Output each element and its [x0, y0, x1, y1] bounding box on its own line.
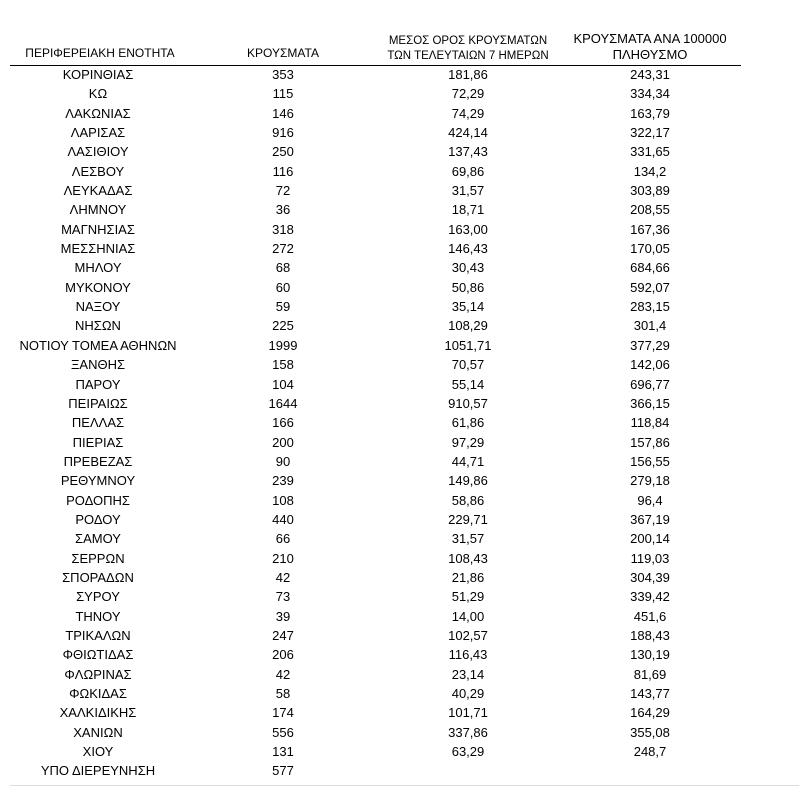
cases-per-100000-cell: 130,19	[630, 647, 670, 663]
cases-cell: 247	[272, 627, 294, 643]
seven-day-average-cell: 40,29	[451, 686, 485, 701]
cases-cell: 272	[272, 241, 294, 257]
cases-per-100000-cell: 334,34	[630, 86, 670, 102]
cases-cell: 577	[272, 763, 294, 779]
region-cell: ΛΕΣΒΟΥ	[71, 163, 125, 179]
seven-day-average-cell: 101,71	[448, 705, 488, 721]
table-row	[0, 645, 799, 664]
seven-day-average-cell: 72,29	[451, 86, 485, 102]
seven-day-average-cell: 50,86	[451, 279, 485, 295]
table-row	[0, 258, 799, 277]
cases-cell: 200	[272, 434, 294, 450]
seven-day-average-cell: 108,29	[448, 318, 488, 334]
seven-day-average-cell: 149,86	[448, 473, 488, 489]
table-row	[0, 84, 799, 103]
seven-day-average-cell: 61,86	[451, 415, 485, 431]
cases-cell: 42	[275, 666, 291, 682]
seven-day-average-cell: 23,14	[451, 666, 485, 682]
header-region: ΠΕΡΙΦΕΡΕΙΑΚΗ ΕΝΟΤΗΤΑ	[25, 46, 175, 60]
cases-per-100000-cell: 188,43	[630, 627, 670, 643]
table-row	[0, 452, 799, 471]
cases-cell: 115	[272, 86, 294, 102]
table-row	[0, 529, 799, 548]
cases-per-100000-cell: 81,69	[633, 666, 667, 682]
table-row	[0, 723, 799, 742]
cases-per-100000-cell: 143,77	[630, 686, 670, 701]
cases-per-100000-cell: 304,39	[630, 569, 670, 585]
region-cell: ΠΕΙΡΑΙΩΣ	[68, 395, 128, 411]
table-row	[0, 761, 799, 780]
cases-cell: 556	[272, 724, 294, 740]
seven-day-average-cell: 116,43	[448, 647, 488, 663]
region-cell: ΦΘΙΩΤΙΔΑΣ	[62, 647, 134, 663]
header-seven-day-average-line2: ΤΩΝ ΤΕΛΕΥΤΑΙΩΝ 7 ΗΜΕΡΩΝ	[387, 50, 549, 62]
table-row	[0, 123, 799, 142]
cases-cell: 42	[275, 569, 291, 585]
seven-day-average-cell: 424,14	[448, 125, 488, 141]
cases-per-100000-cell: 279,18	[630, 473, 670, 489]
cases-per-100000-cell: 301,4	[633, 318, 667, 334]
cases-cell: 60	[275, 279, 291, 295]
cases-cell: 440	[272, 511, 294, 527]
seven-day-average-cell: 181,86	[448, 67, 488, 82]
region-cell: ΧΑΝΙΩΝ	[73, 724, 123, 740]
cases-cell: 108	[272, 492, 294, 508]
region-cell: ΜΥΚΟΝΟΥ	[65, 279, 131, 295]
table-row	[0, 626, 799, 645]
table-row	[0, 336, 799, 355]
table-row	[0, 568, 799, 587]
cases-per-100000-cell: 200,14	[630, 531, 670, 547]
table-row	[0, 316, 799, 335]
bottom-divider	[10, 785, 799, 786]
table-row	[0, 510, 799, 529]
cases-cell: 166	[272, 415, 294, 431]
seven-day-average-cell: 108,43	[448, 550, 488, 566]
cases-per-100000-cell: 164,29	[630, 705, 670, 721]
table-row	[0, 162, 799, 181]
region-cell: ΝΑΞΟΥ	[75, 299, 121, 315]
cases-per-100000-cell: 322,17	[630, 125, 670, 141]
cases-cell: 206	[272, 647, 294, 663]
table-row	[0, 239, 799, 258]
cases-per-100000-cell: 142,06	[630, 357, 670, 373]
cases-cell: 250	[272, 144, 294, 160]
seven-day-average-cell: 1051,71	[444, 337, 492, 353]
header-seven-day-average	[370, 34, 566, 64]
seven-day-average-cell: 102,57	[448, 627, 488, 643]
seven-day-average-cell: 30,43	[451, 260, 485, 276]
region-cell: ΤΗΝΟΥ	[75, 608, 121, 624]
region-cell: ΣΠΟΡΑΔΩΝ	[62, 569, 134, 585]
cases-per-100000-cell: 684,66	[630, 260, 670, 276]
cases-per-100000-cell: 96,4	[637, 492, 663, 508]
cases-per-100000-cell: 156,55	[630, 453, 670, 469]
seven-day-average-cell: 31,57	[451, 531, 485, 547]
region-cell: ΝΟΤΙΟΥ ΤΟΜΕΑ ΑΘΗΝΩΝ	[19, 337, 177, 353]
region-cell: ΦΩΚΙΔΑΣ	[69, 686, 127, 701]
cases-cell: 146	[272, 105, 294, 121]
cases-cell: 174	[272, 705, 294, 721]
cases-cell: 36	[275, 202, 291, 218]
region-cell: ΠΕΛΛΑΣ	[71, 415, 125, 431]
table-row	[0, 104, 799, 123]
cases-per-100000-cell: 696,77	[630, 376, 670, 392]
cases-per-100000-cell: 118,84	[630, 415, 670, 431]
cases-cell: 68	[275, 260, 291, 276]
cases-per-100000-cell: 331,65	[630, 144, 670, 160]
region-cell: ΠΑΡΟΥ	[75, 376, 121, 392]
table-header	[0, 0, 799, 66]
table-row	[0, 355, 799, 374]
seven-day-average-cell: 70,57	[451, 357, 485, 373]
region-cell: ΧΑΛΚΙΔΙΚΗΣ	[59, 705, 137, 721]
cases-cell: 239	[272, 473, 294, 489]
seven-day-average-cell: 337,86	[448, 724, 488, 740]
region-cell: ΤΡΙΚΑΛΩΝ	[65, 627, 131, 643]
cases-per-100000-cell: 303,89	[630, 183, 670, 199]
region-cell: ΦΛΩΡΙΝΑΣ	[64, 666, 132, 682]
cases-per-100000-cell: 157,86	[630, 434, 670, 450]
seven-day-average-cell: 910,57	[448, 395, 488, 411]
region-cell: ΣΕΡΡΩΝ	[71, 550, 125, 566]
region-cell: ΛΗΜΝΟΥ	[69, 202, 127, 218]
cases-cell: 72	[275, 183, 291, 199]
table-row	[0, 65, 799, 84]
header-cases-per-100000	[560, 31, 740, 63]
table-row	[0, 607, 799, 626]
cases-per-100000-cell: 367,19	[630, 511, 670, 527]
seven-day-average-cell: 69,86	[451, 163, 485, 179]
seven-day-average-cell: 74,29	[451, 105, 485, 121]
region-cell: ΛΑΚΩΝΙΑΣ	[65, 105, 131, 121]
cases-cell: 90	[275, 453, 291, 469]
cases-cell: 1644	[268, 395, 298, 411]
cases-per-100000-cell: 119,03	[630, 550, 670, 566]
table-row	[0, 181, 799, 200]
region-cell: ΡΕΘΥΜΝΟΥ	[60, 473, 136, 489]
seven-day-average-cell: 97,29	[451, 434, 485, 450]
cases-cell: 1999	[268, 337, 298, 353]
seven-day-average-cell: 58,86	[451, 492, 485, 508]
cases-per-100000-cell: 208,55	[630, 202, 670, 218]
table-row	[0, 394, 799, 413]
table-row	[0, 471, 799, 490]
cases-per-100000-cell: 283,15	[630, 299, 670, 315]
cases-per-100000-cell: 248,7	[633, 744, 667, 760]
seven-day-average-cell: 21,86	[451, 569, 485, 585]
region-cell: ΥΠΟ ΔΙΕΡΕΥΝΗΣΗ	[40, 763, 156, 779]
header-cases-per-100000-line2: ΠΛΗΘΥΣΜΟ	[612, 47, 688, 62]
region-cell: ΡΟΔΟΠΗΣ	[66, 492, 130, 508]
table-row	[0, 684, 799, 703]
seven-day-average-cell: 51,29	[451, 589, 485, 605]
region-cell: ΛΑΡΙΣΑΣ	[70, 125, 126, 141]
table-row	[0, 142, 799, 161]
header-cases: ΚΡΟΥΣΜΑΤΑ	[247, 46, 319, 60]
cases-per-100000-cell: 377,29	[630, 337, 670, 353]
cases-cell: 39	[275, 608, 291, 624]
cases-cell: 916	[272, 125, 294, 141]
cases-per-100000-cell: 134,2	[633, 163, 667, 179]
region-cell: ΧΙΟΥ	[82, 744, 114, 760]
seven-day-average-cell: 35,14	[451, 299, 485, 315]
table-row	[0, 742, 799, 761]
region-cell: ΣΑΜΟΥ	[75, 531, 121, 547]
cases-per-100000-cell: 167,36	[630, 221, 670, 237]
cases-per-100000-cell: 355,08	[630, 724, 670, 740]
region-cell: ΠΡΕΒΕΖΑΣ	[63, 453, 133, 469]
cases-per-100000-cell: 366,15	[630, 395, 670, 411]
seven-day-average-cell: 18,71	[451, 202, 485, 218]
region-cell: ΝΗΣΩΝ	[75, 318, 121, 334]
cases-cell: 131	[272, 744, 294, 760]
seven-day-average-cell: 63,29	[451, 744, 485, 760]
cases-cell: 318	[272, 221, 294, 237]
table-row	[0, 703, 799, 722]
cases-cell: 158	[272, 357, 294, 373]
seven-day-average-cell: 14,00	[451, 608, 485, 624]
seven-day-average-cell: 31,57	[451, 183, 485, 199]
table-body	[0, 65, 799, 781]
region-cell: ΛΕΥΚΑΔΑΣ	[63, 183, 133, 199]
table-row	[0, 278, 799, 297]
seven-day-average-cell: 137,43	[448, 144, 488, 160]
table-row	[0, 665, 799, 684]
header-seven-day-average-line1: ΜΕΣΟΣ ΟΡΟΣ ΚΡΟΥΣΜΑΤΩΝ	[388, 35, 548, 47]
table-row	[0, 491, 799, 510]
region-cell: ΛΑΣΙΘΙΟΥ	[67, 144, 129, 160]
cases-per-100000-cell: 451,6	[633, 608, 667, 624]
region-cell: ΚΟΡΙΝΘΙΑΣ	[62, 67, 134, 82]
table-row	[0, 200, 799, 219]
table-row	[0, 549, 799, 568]
cases-per-100000-cell: 243,31	[630, 67, 670, 82]
table-row	[0, 297, 799, 316]
seven-day-average-cell: 55,14	[451, 376, 485, 392]
seven-day-average-cell: 146,43	[448, 241, 488, 257]
cases-cell: 225	[272, 318, 294, 334]
table-row	[0, 375, 799, 394]
region-cell: ΣΥΡΟΥ	[76, 589, 120, 605]
region-cell: ΡΟΔΟΥ	[75, 511, 121, 527]
header-cases-per-100000-line1: ΚΡΟΥΣΜΑΤΑ ΑΝΑ 100000	[573, 31, 727, 46]
cases-cell: 104	[272, 376, 294, 392]
table-row	[0, 587, 799, 606]
region-cell: ΜΑΓΝΗΣΙΑΣ	[61, 221, 135, 237]
cases-cell: 73	[275, 589, 291, 605]
cases-per-100000-cell: 592,07	[630, 279, 670, 295]
region-cell: ΠΙΕΡΙΑΣ	[72, 434, 124, 450]
seven-day-average-cell: 163,00	[448, 221, 488, 237]
region-cell: ΞΑΝΘΗΣ	[70, 357, 126, 373]
cases-cell: 353	[272, 67, 294, 82]
cases-per-100000-cell: 163,79	[630, 105, 670, 121]
cases-cell: 116	[272, 163, 294, 179]
table-row	[0, 220, 799, 239]
cases-cell: 210	[272, 550, 294, 566]
seven-day-average-cell: 229,71	[448, 511, 488, 527]
table-row	[0, 413, 799, 432]
cases-cell: 58	[275, 686, 291, 701]
region-cell: ΚΩ	[88, 86, 108, 102]
region-cell: ΜΕΣΣΗΝΙΑΣ	[60, 241, 136, 257]
table-row	[0, 433, 799, 452]
cases-per-100000-cell: 339,42	[630, 589, 670, 605]
cases-per-100000-cell: 170,05	[630, 241, 670, 257]
cases-cell: 59	[275, 299, 291, 315]
cases-cell: 66	[275, 531, 291, 547]
region-cell: ΜΗΛΟΥ	[74, 260, 122, 276]
seven-day-average-cell: 44,71	[451, 453, 485, 469]
